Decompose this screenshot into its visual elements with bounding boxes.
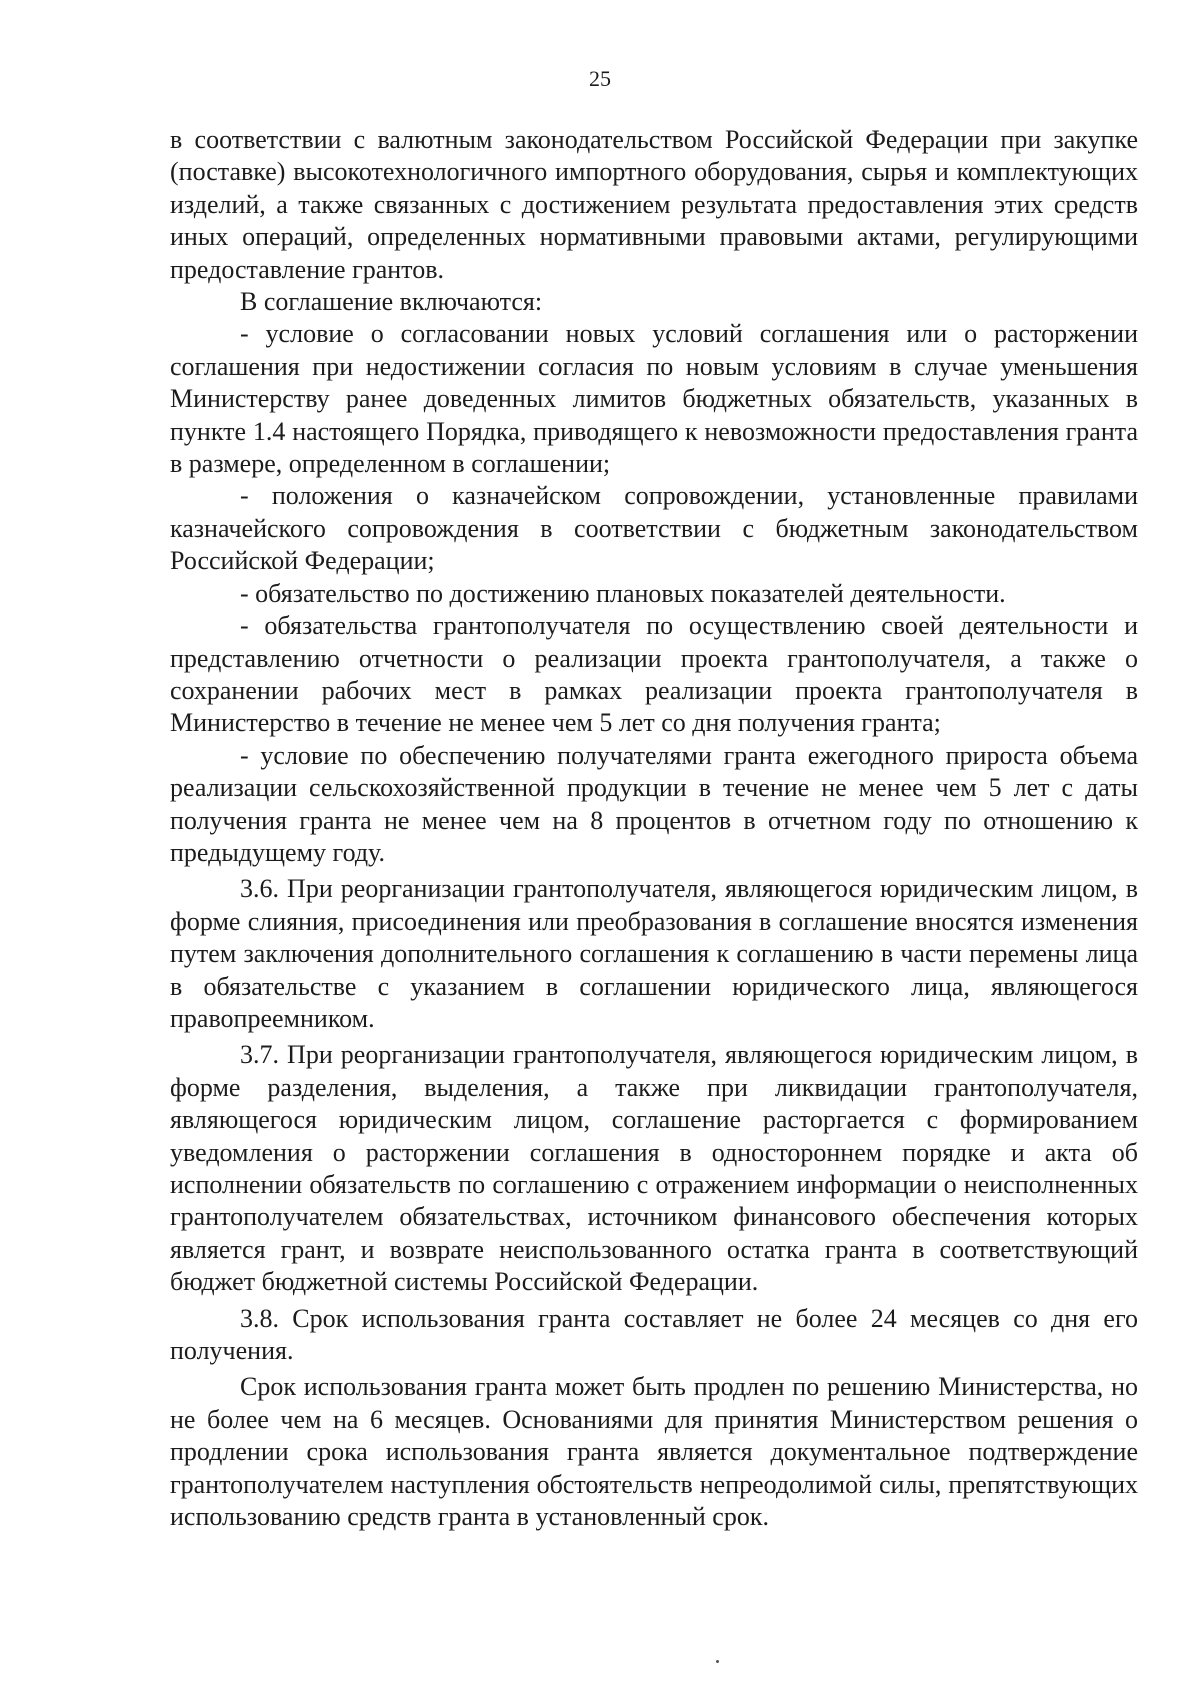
list-item-growth: - условие по обеспечению получателями гранта ежегодного прироста объема реализации сельскохозяйственной продукции в течение не менее чем 5 лет с даты получения гранта не менее чем на 8 процентов в отчетном году по отношению к предыдущему году.	[170, 740, 1138, 867]
list-item-obligations: - обязательства грантополучателя по осуществлению своей деятельности и представлению отчетности о реализации проекта грантополучателя, а также о сохранении рабочих мест в рамках реализации проекта грантополучателя в Министерство в течение не менее чем 5 лет со дня получения гранта;	[170, 611, 1138, 738]
list-item-treasury: - положения о казначейском сопровождении, установленные правилами казначейского сопровождения в соответствии с бюджетным законодательством Российской Федерации;	[170, 481, 1138, 576]
clause-3-8: 3.8. Срок использования гранта составляет не более 24 месяцев со дня его получения.	[170, 1303, 1138, 1366]
list-item-new-conditions: - условие о согласовании новых условий соглашения или о расторжении соглашения при недостижении согласия по новым условиям в случае уменьшения Министерству ранее доведенных лимитов бюджетных обязательств, указанных в пункте 1.4 настоящего Порядка, приводящего к невозможности предоставления гранта в размере, определенном в соглашении;	[170, 319, 1138, 479]
scan-artifact-dot	[716, 1660, 719, 1663]
paragraph-extension: Срок использования гранта может быть продлен по решению Министерства, но не более чем на 6 месяцев. Основаниями для принятия Министерством решения о продлении срока использования гранта является документальное подтверждение грантополучателем наступления обстоятельств непреодолимой силы, препятствующих использованию средств гранта в установленный срок.	[170, 1372, 1138, 1532]
paragraph-agreement-intro: В соглашение включаются:	[240, 287, 543, 317]
clause-3-6: 3.6. При реорганизации грантополучателя, являющегося юридическим лицом, в форме слияния, присоединения или преобразования в соглашение вносятся изменения путем заключения дополнительного соглашения к соглашению в части перемены лица в обязательстве с указанием в соглашении юридического лица, являющегося правопреемником.	[170, 874, 1138, 1033]
page-number: 25	[589, 66, 611, 91]
clause-3-7: 3.7. При реорганизации грантополучателя, являющегося юридическим лицом, в форме разделения, выделения, а также при ликвидации грантополучателя, являющегося юридическим лицом, соглашение расторгается с формированием уведомления о расторжении соглашения в одностороннем порядке и акта об исполнении обязательств по соглашению с отражением информации о неисполненных грантополучателем обязательствах, источником финансового обеспечения которых является грант, и возврате неиспользованного остатка гранта в соответствующий бюджет бюджетной системы Российской Федерации.	[170, 1040, 1138, 1297]
list-item-plan-indicators: - обязательство по достижению плановых показателей деятельности.	[240, 578, 1006, 608]
document-body	[170, 124, 1138, 1533]
paragraph-continuation: в соответствии с валютным законодательством Российской Федерации при закупке (поставке) высокотехнологичного импортного оборудования, сырья и комплектующих изделий, а также связанных с достижением результата предоставления этих средств иных операций, определенных нормативными правовыми актами, регулирующими предоставление грантов.	[170, 125, 1138, 284]
